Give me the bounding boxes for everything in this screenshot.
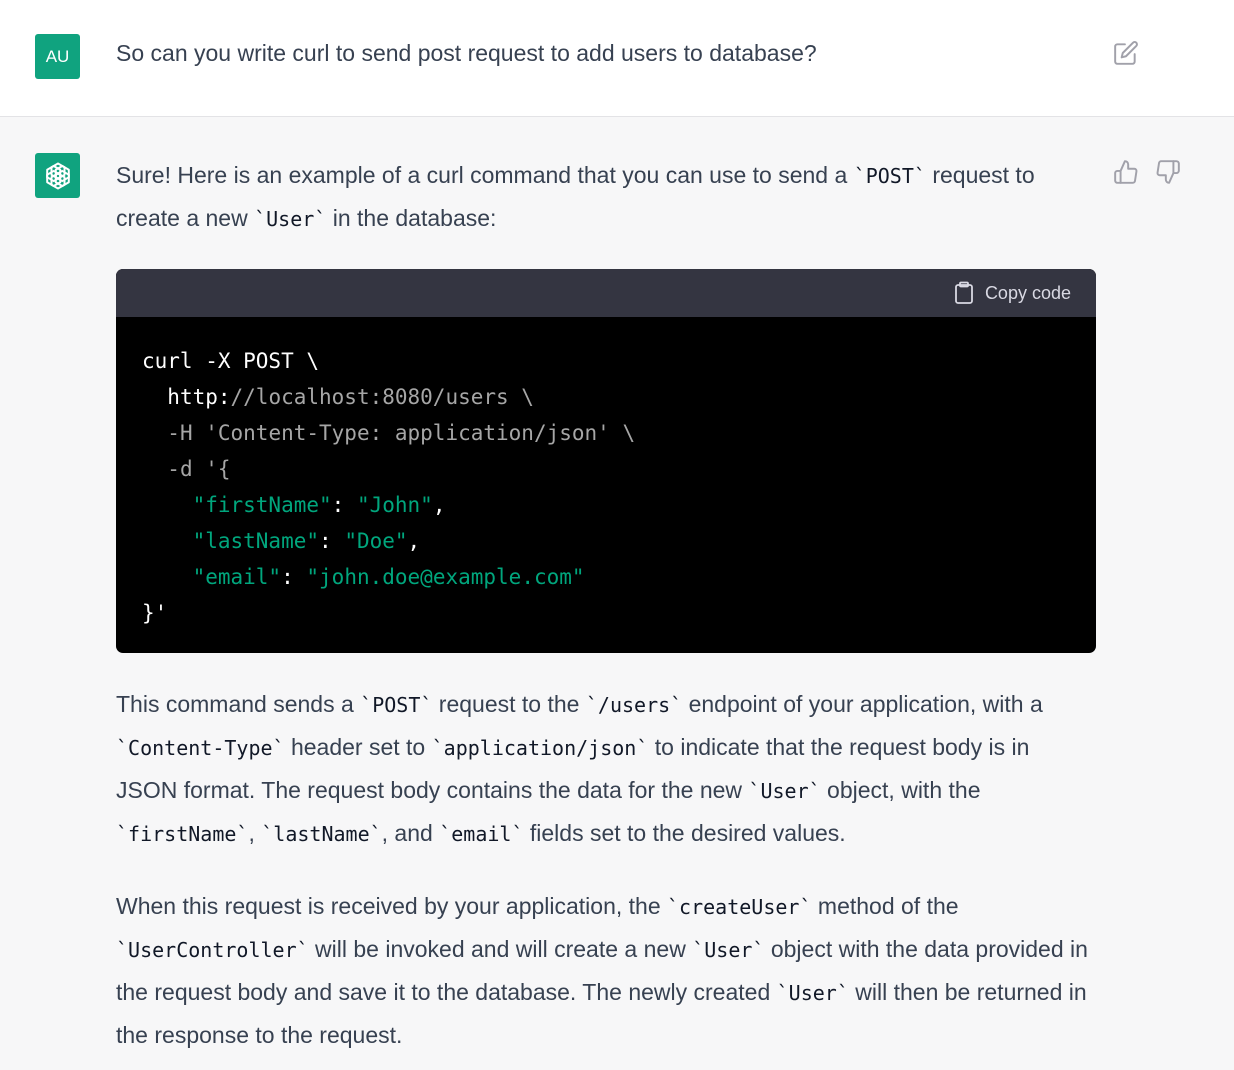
code-line: http://localhost:8080/users \ <box>167 385 534 409</box>
inline-code: `firstName` <box>116 822 249 846</box>
text-segment: fields set to the desired values. <box>523 820 846 846</box>
thumbs-up-icon[interactable] <box>1113 159 1139 185</box>
thumbs-down-icon[interactable] <box>1155 159 1181 185</box>
inline-code: `/users` <box>585 693 683 717</box>
inline-code: `UserController` <box>116 938 309 962</box>
copy-code-button[interactable] <box>953 281 1071 305</box>
explanation-paragraph <box>116 683 1096 855</box>
inline-code: `User` <box>776 981 849 1005</box>
code-line: "email": "john.doe@example.com" <box>192 565 585 589</box>
code-line: -d '{ <box>167 457 231 481</box>
text-segment: to indicate that the request body is in JSON format. The request body contains the data for the new <box>116 734 1030 803</box>
text-segment: When this request is received by your application, the <box>116 893 668 919</box>
user-avatar: AU <box>35 34 80 79</box>
text-segment: object with the data provided in the request body and save it to the database. The newly created <box>116 936 1088 1005</box>
text-segment: will then be returned in the response to the request. <box>116 979 1087 1048</box>
edit-icon[interactable] <box>1113 40 1139 66</box>
code-line: curl -X POST \ <box>142 349 320 373</box>
code-line: "lastName": "Doe", <box>192 529 421 553</box>
clipboard-icon <box>953 281 975 305</box>
inline-code: `User` <box>692 938 765 962</box>
inline-code: `Content-Type` <box>116 736 285 760</box>
inline-code: `lastName` <box>261 822 382 846</box>
inline-code: `User` <box>254 207 327 231</box>
text-segment: Sure! Here is an example of a curl command that you can use to send a <box>116 162 854 188</box>
inline-code: `POST` <box>360 693 433 717</box>
assistant-avatar <box>35 153 80 198</box>
text-segment: This command sends a <box>116 691 361 717</box>
user-message-text: So can you write curl to send post request to add users to database? <box>116 40 817 66</box>
code-line: }' <box>142 601 168 625</box>
code-line: "firstName": "John", <box>192 493 446 517</box>
text-segment: object, with the <box>820 777 981 803</box>
inline-code: `User` <box>748 779 821 803</box>
text-segment: , and <box>381 820 440 846</box>
inline-code: `POST` <box>853 164 926 188</box>
text-segment: request to create a new <box>116 162 1035 231</box>
text-segment: header set to <box>284 734 432 760</box>
text-segment: method of the <box>811 893 959 919</box>
followup-paragraph <box>116 885 1096 1056</box>
text-segment: in the database: <box>326 205 497 231</box>
code-block-header <box>116 269 1096 317</box>
inline-code: `createUser` <box>667 895 812 919</box>
assistant-message-row <box>0 117 1234 1070</box>
text-segment: will be invoked and will create a new <box>308 936 693 962</box>
user-message-row <box>0 0 1234 117</box>
text-segment: endpoint of your application, with a <box>682 691 1043 717</box>
inline-code: `application/json` <box>431 736 649 760</box>
code-block <box>116 269 1096 653</box>
openai-logo-icon <box>41 159 75 193</box>
copy-code-label: Copy code <box>984 282 1071 303</box>
text-segment: , <box>248 820 262 846</box>
code-content <box>116 317 1096 631</box>
text-segment: request to the <box>432 691 586 717</box>
intro-paragraph <box>116 154 1096 240</box>
inline-code: `email` <box>439 822 524 846</box>
assistant-message-content <box>116 154 1096 1056</box>
code-line: -H 'Content-Type: application/json' \ <box>167 421 636 445</box>
